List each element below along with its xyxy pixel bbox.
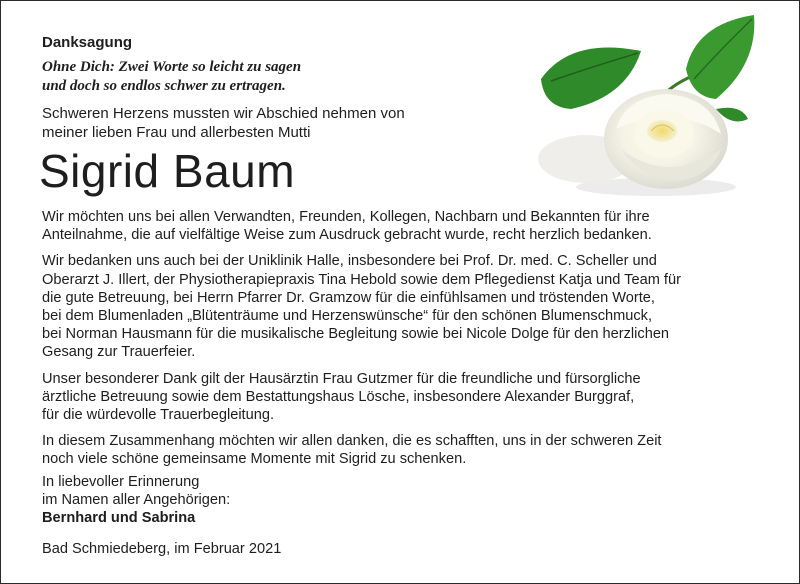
intro-line: Schweren Herzens mussten wir Abschied nehmen von (42, 105, 405, 122)
text-line: Unser besonderer Dank gilt der Hausärztin Frau Gutzmer für die freundliche und fürsorgliche (42, 370, 641, 387)
closing-line: im Namen aller Angehörigen: (42, 492, 231, 509)
text-line: für die würdevolle Trauerbegleitung. (42, 407, 275, 424)
intro-text (42, 104, 405, 142)
text-line: In diesem Zusammenhang möchten wir allen danken, die es schafften, uns in der schweren Zeit (42, 433, 662, 450)
message-paragraph (42, 208, 782, 244)
white-rose-icon (516, 9, 766, 199)
text-line: ärztliche Betreuung sowie dem Bestattungshaus Lösche, insbesondere Alexander Burggraf, (42, 388, 635, 405)
text-line: Oberarzt J. Illert, der Physiotherapiepraxis Tina Hebold sowie dem Pflegedienst Katja und Team für (42, 271, 681, 288)
quote (42, 58, 301, 96)
text-line: bei dem Blumenladen „Blütenträume und Herzenswünsche“ für den schönen Blumenschmuck, (42, 308, 653, 325)
intro-line: meiner lieben Frau und allerbesten Mutti (42, 124, 311, 141)
text-line: Gesang zur Trauerfeier. (42, 344, 196, 361)
quote-line: und doch so endlos schwer zu ertragen. (42, 78, 286, 94)
text-line: bei Norman Hausmann für die musikalische Begleitung sowie bei Nicole Dolge für den herzlichen (42, 326, 670, 343)
closing-block (42, 473, 230, 528)
deceased-name: Sigrid Baum (39, 145, 296, 197)
message-paragraph (42, 432, 782, 468)
closing-line: In liebevoller Erinnerung (42, 474, 200, 490)
quote-line: Ohne Dich: Zwei Worte so leicht zu sagen (42, 59, 302, 75)
signers: Bernhard und Sabrina (42, 510, 196, 527)
message-paragraph (42, 252, 782, 361)
text-line: Wir bedanken uns auch bei der Uniklinik Halle, insbesondere bei Prof. Dr. med. C. Scheller und (42, 253, 657, 270)
text-line: Anteilnahme, die auf vielfältige Weise zum Ausdruck gebracht wurde, recht herzlich bedanken. (42, 227, 652, 244)
text-line: die gute Betreuung, bei Herrn Pfarrer Dr. Gramzow für die einfühlsamen und tröstenden Worte, (42, 289, 655, 306)
place-date: Bad Schmiedeberg, im Februar 2021 (42, 541, 282, 557)
text-line: Wir möchten uns bei allen Verwandten, Freunden, Kollegen, Nachbarn und Bekannten für ihre (42, 209, 650, 225)
message-paragraph (42, 370, 782, 425)
notice-heading: Danksagung (42, 34, 133, 51)
text-line: noch viele schöne gemeinsame Momente mit Sigrid zu schenken. (42, 451, 467, 468)
message-body (42, 208, 782, 477)
